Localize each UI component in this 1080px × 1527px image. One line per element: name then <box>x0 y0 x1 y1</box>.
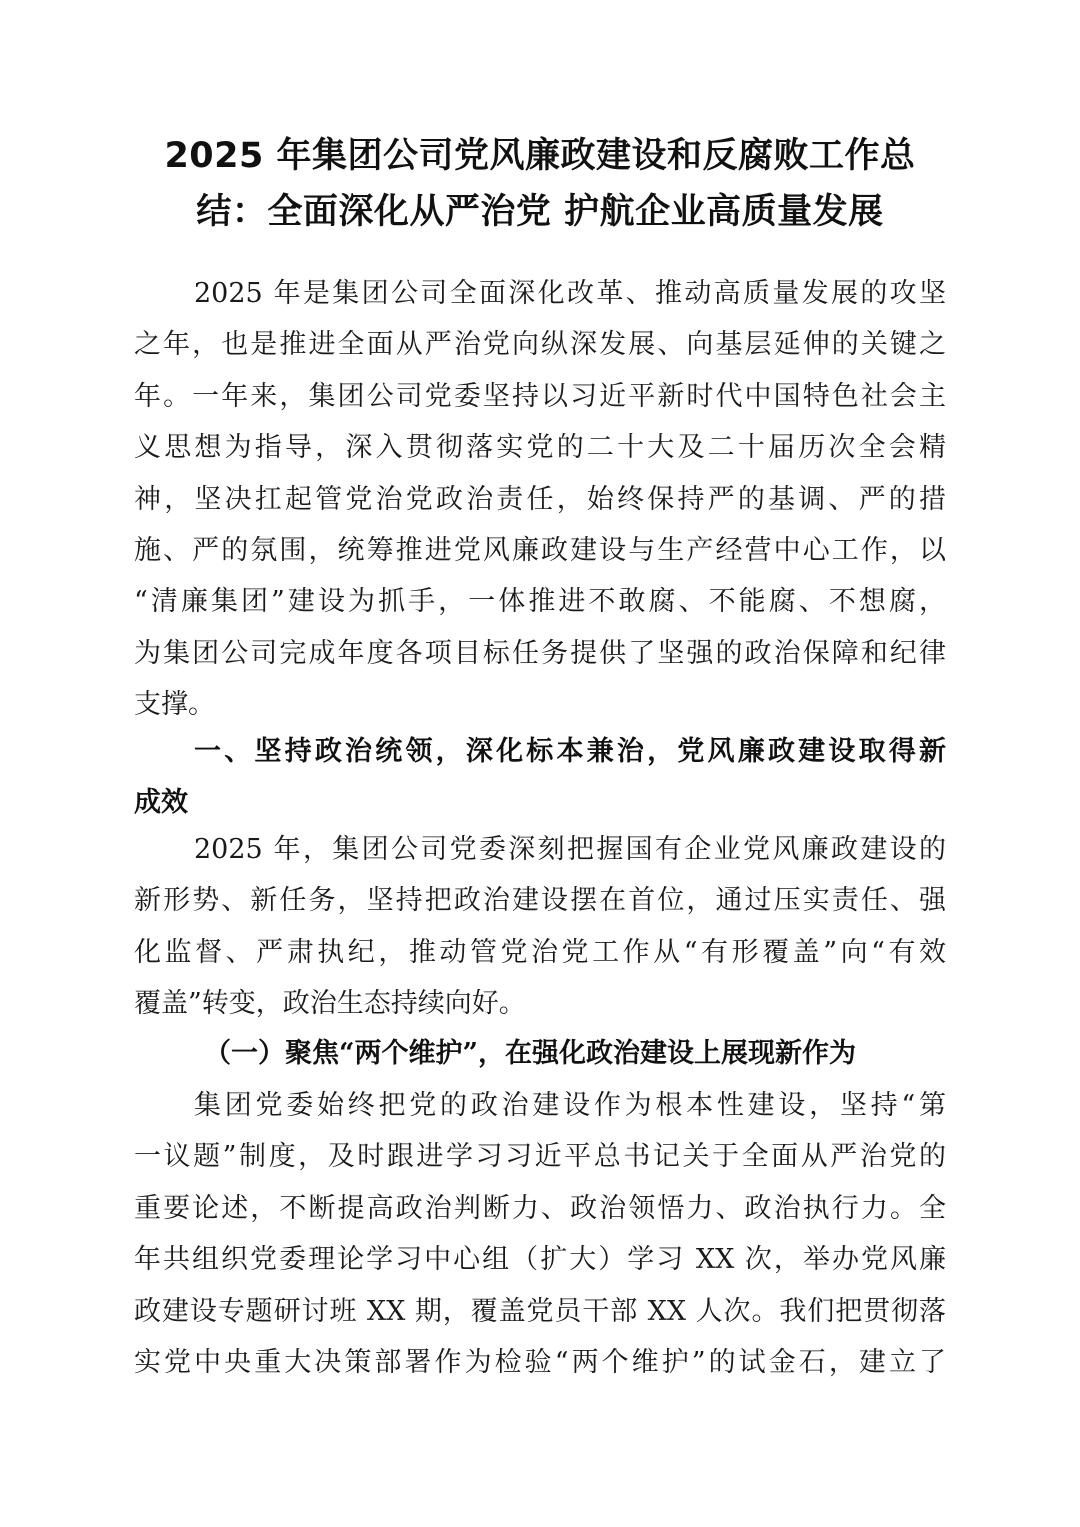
document-title <box>120 128 960 240</box>
text-line: 年共组织党委理论学习中心组（扩大）学习 XX 次，举办党风廉 <box>134 1244 946 1276</box>
text-line: 支撑。 <box>134 689 215 721</box>
text-line: 政建设专题研讨班 XX 期，覆盖党员干部 XX 人次。我们把贯彻落 <box>134 1295 946 1327</box>
text-line: 年。一年来，集团公司党委坚持以习近平新时代中国特色社会主 <box>134 380 946 412</box>
section-1-paragraph <box>134 824 946 1030</box>
text-line: “清廉集团”建设为抓手，一体推进不敢腐、不能腐、不想腐， <box>134 586 946 618</box>
text-line: 实党中央重大决策部署作为检验“两个维护”的试金石，建立了 <box>134 1346 946 1378</box>
text-line: 2025 年，集团公司党委深刻把握国有企业党风廉政建设的 <box>194 834 946 865</box>
title-line: 结：全面深化从严治党 护航企业高质量发展 <box>196 192 884 232</box>
text-line: 神，坚决扛起管党治党政治责任，始终保持严的基调、严的措 <box>134 483 946 515</box>
text-line: 化监督、严肃执纪，推动管党治党工作从“有形覆盖”向“有效 <box>134 936 946 968</box>
text-line: 重要论述，不断提高政治判断力、政治领悟力、政治执行力。全 <box>134 1192 946 1224</box>
heading-line: 一、坚持政治统领，深化标本兼治，党风廉政建设取得新 <box>194 736 946 767</box>
text-line: 施、严的氛围，统筹推进党风廉政建设与生产经营中心工作，以 <box>134 534 946 566</box>
section-1-heading <box>134 726 946 829</box>
text-line: 覆盖”转变，政治生态持续向好。 <box>134 988 526 1020</box>
text-line: 新形势、新任务，坚持把政治建设摆在首位，通过压实责任、强 <box>134 885 946 917</box>
title-line: 2025 年集团公司党风廉政建设和反腐败工作总 <box>164 136 916 176</box>
intro-paragraph <box>134 268 946 731</box>
text-line: 集团党委始终把党的政治建设作为根本性建设，坚持“第 <box>194 1090 946 1121</box>
text-line: 2025 年是集团公司全面深化改革、推动高质量发展的攻坚 <box>194 278 946 309</box>
text-line: 一议题”制度，及时跟进学习习近平总书记关于全面从严治党的 <box>134 1141 946 1173</box>
subsection-1-paragraph <box>134 1080 946 1388</box>
text-line: 义思想为指导，深入贯彻落实党的二十大及二十届历次全会精 <box>134 432 946 464</box>
heading-line: 成效 <box>134 787 188 819</box>
text-line: 为集团公司完成年度各项目标任务提供了坚强的政治保障和纪律 <box>134 637 946 669</box>
text-line: 之年，也是推进全面从严治党向纵深发展、向基层延伸的关键之 <box>134 329 946 361</box>
subsection-1-heading: （一）聚焦“两个维护”，在强化政治建设上展现新作为 <box>204 1038 857 1069</box>
